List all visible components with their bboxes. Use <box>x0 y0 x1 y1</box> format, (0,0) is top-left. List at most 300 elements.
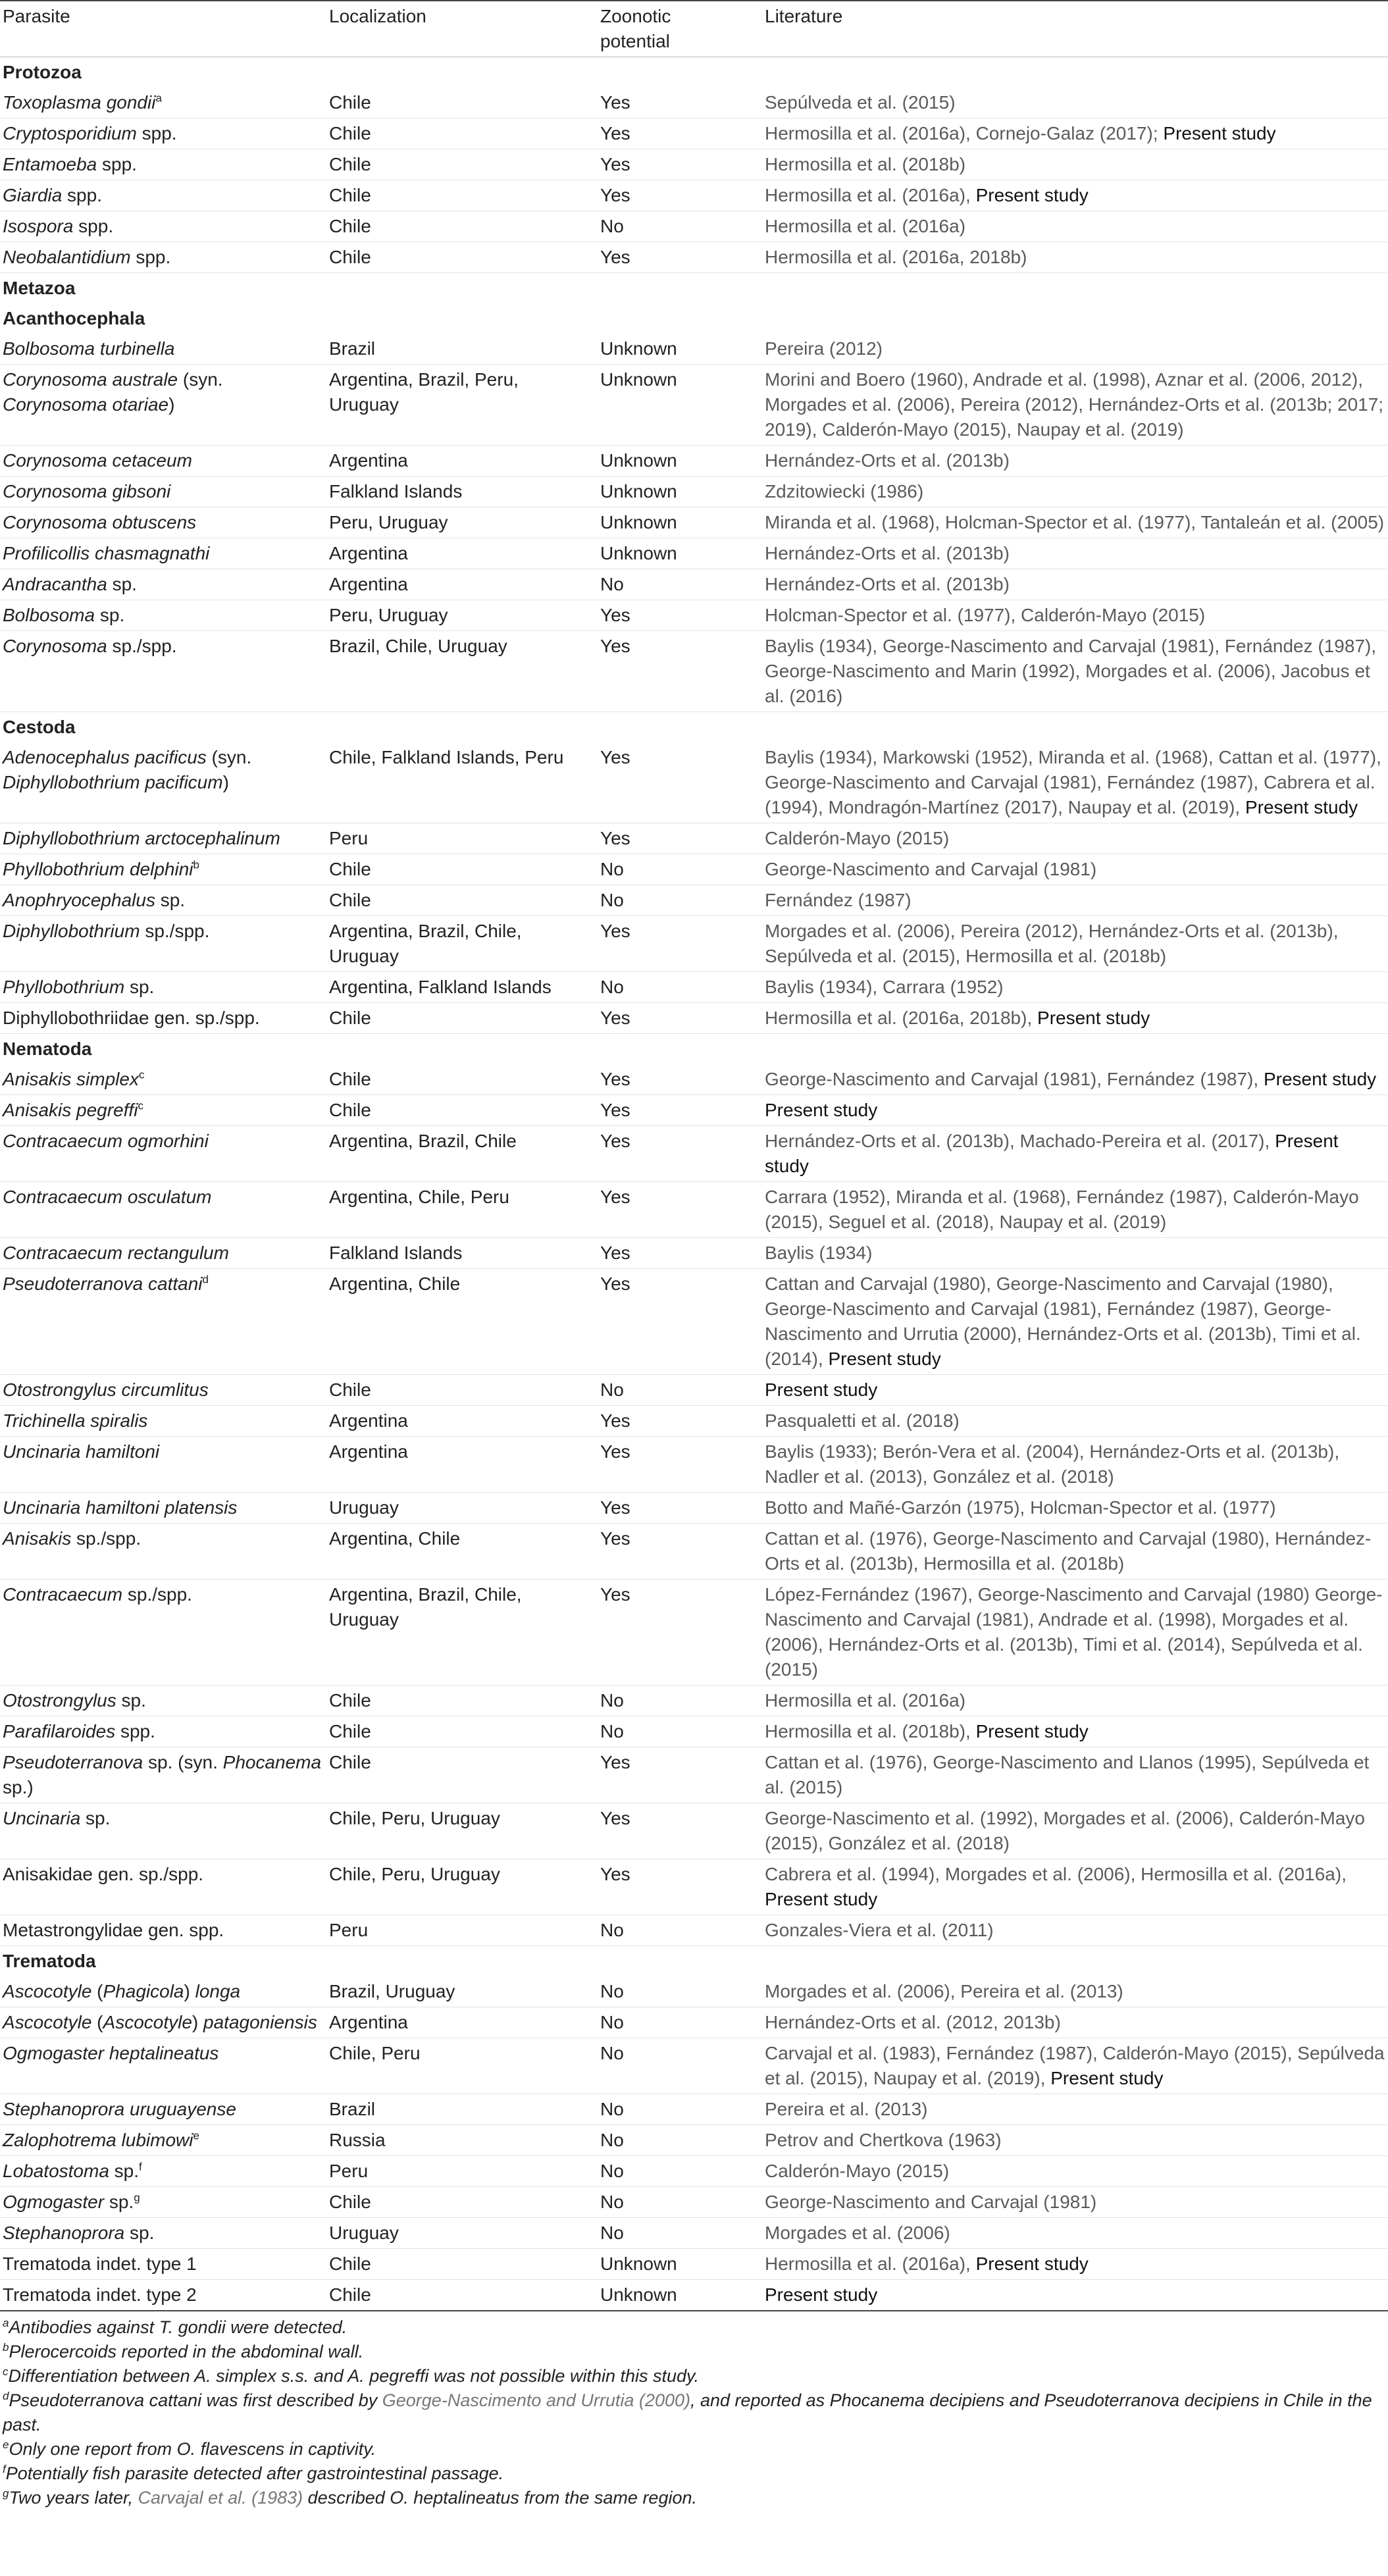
table-row <box>0 2094 1388 2125</box>
zoonotic-cell: No <box>600 2038 765 2094</box>
literature-ref[interactable]: Hernández-Orts et al. (2013b) <box>765 543 1010 563</box>
literature-ref[interactable]: Pereira (2012) <box>765 338 883 359</box>
parasite-cell <box>0 1406 329 1437</box>
parasite-cell <box>0 2156 329 2187</box>
parasite-cell <box>0 538 329 569</box>
group-label: Trematoda <box>3 1951 96 1971</box>
parasite-name-part: Phyllobothrium <box>3 977 125 997</box>
localization-cell: Peru <box>329 1915 600 1946</box>
parasite-name-part: Ascocotyle <box>3 1981 92 2001</box>
parasite-cell <box>0 118 329 149</box>
zoonotic-cell: No <box>600 2007 765 2038</box>
literature-ref[interactable]: Morgades et al. (2006), Pereira (2012), Hernández-Orts et al. (2013b), Sepúlveda et al. (2015), Hermosilla et al. (2018b) <box>765 921 1339 966</box>
localization-cell: Argentina, Chile, Peru <box>329 1182 600 1238</box>
footnote-mark: a <box>3 2317 9 2329</box>
literature-ref[interactable]: Carrara (1952), Miranda et al. (1968), Fernández (1987), Calderón-Mayo (2015), Seguel et al. (2018), Naupay et al. (2019) <box>765 1187 1359 1232</box>
footnote-mark: d <box>3 2390 9 2402</box>
literature-cell <box>765 2007 1388 2038</box>
parasite-cell <box>0 1859 329 1915</box>
literature-ref[interactable]: George-Nascimento and Carvajal (1981), Fernández (1987) <box>765 1069 1254 1089</box>
literature-cell <box>765 446 1388 477</box>
table-row <box>0 118 1388 149</box>
literature-ref[interactable]: Hernández-Orts et al. (2013b) <box>765 574 1010 594</box>
literature-cell <box>765 1095 1388 1126</box>
parasite-name-part: Anophryocephalus <box>3 890 155 910</box>
literature-cell <box>765 365 1388 446</box>
literature-cell <box>765 1716 1388 1747</box>
literature-ref[interactable]: Pasqualetti et al. (2018) <box>765 1410 960 1431</box>
literature-ref[interactable]: Baylis (1934), Markowski (1952), Miranda et al. (1968), Cattan et al. (1977), George-Nascimento and Carvajal (1981), Fernández (1987), Cabrera et al. (1994), Mondragón-Martínez (2017), Naupay et al. (2019) <box>765 747 1381 817</box>
present-study-ref: Present study <box>1163 123 1276 143</box>
parasite-name-part: sp. <box>104 2192 134 2212</box>
literature-ref[interactable]: ; <box>1152 123 1164 143</box>
literature-cell <box>765 1493 1388 1524</box>
parasite-name-part: sp. <box>124 977 155 997</box>
localization-cell: Chile <box>329 1747 600 1803</box>
parasite-cell <box>0 1269 329 1375</box>
table-row <box>0 334 1388 365</box>
localization-cell: Chile <box>329 1686 600 1716</box>
literature-ref[interactable]: , <box>965 1721 976 1741</box>
literature-ref[interactable]: , <box>965 2254 976 2274</box>
literature-ref[interactable]: Morini and Boero (1960), Andrade et al. (1998), Aznar et al. (2006, 2012), Morgades et al. (2006), Pereira (2012), Hernández-Orts et al. (2013b; 2017; 2019), Calderón-Mayo (2015), Naupay et al. (2019) <box>765 369 1384 440</box>
table-row <box>0 1686 1388 1716</box>
parasite-name-part: Corynosoma gibsoni <box>3 481 171 502</box>
literature-ref[interactable]: Calderón-Mayo (2015) <box>765 2161 950 2181</box>
zoonotic-cell: No <box>600 2187 765 2218</box>
footnote-text: , and reported as Phocanema decipiens and Pseudoterranova decipiens in Chile in the past. <box>3 2390 1372 2434</box>
literature-ref[interactable]: Baylis (1934), Carrara (1952) <box>765 977 1004 997</box>
table-row <box>0 1580 1388 1686</box>
literature-ref[interactable]: Cattan and Carvajal (1980), George-Nascimento and Carvajal (1980), George-Nascimento and Carvajal (1981), Fernández (1987), George-Nascimento and Urrutia (2000), Hernández-Orts et al. (2013b), Timi et al. (2014) <box>765 1274 1361 1369</box>
zoonotic-cell: Yes <box>600 1493 765 1524</box>
literature-cell <box>765 1580 1388 1686</box>
footnote-text: Plerocercoids reported in the abdominal wall. <box>9 2342 364 2361</box>
literature-ref[interactable]: , <box>1253 1069 1264 1089</box>
localization-cell: Peru <box>329 823 600 854</box>
localization-cell: Argentina <box>329 569 600 600</box>
table-row <box>0 2038 1388 2094</box>
literature-cell <box>765 180 1388 211</box>
parasite-name-part: Trematoda indet. type 1 <box>3 2254 197 2274</box>
table-row <box>0 1269 1388 1375</box>
table-row <box>0 446 1388 477</box>
literature-cell <box>765 2187 1388 2218</box>
parasite-name-part: Bolbosoma turbinella <box>3 338 175 359</box>
footnote-mark: e <box>3 2438 9 2451</box>
footnote-mark: f <box>3 2463 6 2475</box>
footnote-ref-link[interactable]: George-Nascimento and Urrutia (2000) <box>382 2390 690 2410</box>
literature-cell <box>765 118 1388 149</box>
table-row <box>0 916 1388 972</box>
literature-ref[interactable]: Cattan et al. (1976), George-Nascimento and Llanos (1995), Sepúlveda et al. (2015) <box>765 1752 1370 1797</box>
parasite-cell <box>0 1375 329 1406</box>
literature-cell <box>765 1126 1388 1182</box>
zoonotic-cell: Yes <box>600 1064 765 1095</box>
footnote-marker: f <box>139 2160 142 2173</box>
literature-cell <box>765 211 1388 242</box>
zoonotic-cell: No <box>600 1716 765 1747</box>
zoonotic-cell: Unknown <box>600 507 765 538</box>
parasite-name-part: Lobatostoma <box>3 2161 109 2181</box>
zoonotic-cell: No <box>600 972 765 1003</box>
present-study-ref: Present study <box>1050 2068 1164 2088</box>
footnote-marker: c <box>138 1068 145 1081</box>
literature-cell <box>765 1437 1388 1493</box>
parasite-cell <box>0 334 329 365</box>
table-row <box>0 1747 1388 1803</box>
parasite-cell <box>0 1747 329 1803</box>
localization-cell: Brazil <box>329 2094 600 2125</box>
parasite-name-part: Stephanoprora uruguayense <box>3 2099 236 2119</box>
table-header <box>0 1 1388 57</box>
footnote-ref-link[interactable]: Carvajal et al. (1983) <box>138 2488 303 2508</box>
literature-cell <box>765 569 1388 600</box>
footnote-text: Antibodies against T. gondii were detected. <box>9 2317 347 2337</box>
literature-ref[interactable]: Hernández-Orts et al. (2013b), Machado-Pereira et al. (2017) <box>765 1131 1265 1151</box>
literature-ref[interactable]: Zdzitowiecki (1986) <box>765 481 924 502</box>
zoonotic-cell: Unknown <box>600 446 765 477</box>
literature-ref[interactable]: , <box>1264 1131 1275 1151</box>
footnote-mark: g <box>3 2487 9 2500</box>
parasite-name-part: ) <box>222 772 229 792</box>
zoonotic-cell: No <box>600 1976 765 2007</box>
group-label: Cestoda <box>3 717 76 737</box>
parasite-name-part: Anisakis simplex <box>3 1069 139 1089</box>
parasite-cell <box>0 916 329 972</box>
localization-cell: Chile <box>329 1064 600 1095</box>
table-row <box>0 631 1388 712</box>
zoonotic-cell: Yes <box>600 1580 765 1686</box>
footnote-mark: b <box>3 2341 9 2354</box>
parasite-cell <box>0 2125 329 2156</box>
literature-ref[interactable]: Morgades et al. (2006) <box>765 2223 950 2243</box>
zoonotic-cell: Yes <box>600 1747 765 1803</box>
parasite-name-part: sp. <box>80 1808 111 1828</box>
literature-ref[interactable]: Hernández-Orts et al. (2013b) <box>765 450 1010 471</box>
localization-cell: Chile <box>329 2280 600 2311</box>
parasite-cell <box>0 2094 329 2125</box>
parasite-cell <box>0 365 329 446</box>
header-zoonotic-potential: Zoonotic potential <box>600 1 765 57</box>
localization-cell: Argentina <box>329 538 600 569</box>
footnote-marker: a <box>155 91 162 105</box>
header-row <box>0 1 1388 57</box>
parasite-name-part: spp. <box>62 185 102 205</box>
localization-cell: Chile <box>329 854 600 885</box>
parasite-name-part: Phocanema <box>222 1752 322 1772</box>
literature-ref[interactable]: Calderón-Mayo (2015) <box>765 828 950 848</box>
table-row <box>0 2218 1388 2249</box>
parasite-cell <box>0 569 329 600</box>
parasite-name-part: Corynosoma otariae <box>3 394 169 415</box>
parasite-name-part: Ogmogaster <box>3 2192 105 2212</box>
zoonotic-cell: Yes <box>600 916 765 972</box>
zoonotic-cell: Yes <box>600 1803 765 1859</box>
present-study-ref: Present study <box>765 1889 878 1909</box>
parasite-name-part: Pseudoterranova cattani <box>3 1274 203 1294</box>
literature-ref[interactable]: Baylis (1934) <box>765 1243 873 1263</box>
literature-ref[interactable]: , <box>1040 2068 1051 2088</box>
parasite-cell <box>0 1182 329 1238</box>
localization-cell: Chile <box>329 885 600 916</box>
literature-ref[interactable]: Cabrera et al. (1994), Morgades et al. (2006), Hermosilla et al. (2016a) <box>765 1864 1342 1884</box>
parasite-cell <box>0 972 329 1003</box>
parasite-name-part: ( <box>91 1981 103 2001</box>
zoonotic-cell: Unknown <box>600 538 765 569</box>
parasite-name-part: Trichinella spiralis <box>3 1410 148 1431</box>
literature-ref[interactable]: , <box>1235 797 1245 817</box>
parasite-name-part: Adenocephalus pacificus <box>3 747 207 767</box>
parasite-cell <box>0 2280 329 2311</box>
parasite-name-part: Bolbosoma <box>3 605 95 625</box>
literature-cell <box>765 1686 1388 1716</box>
literature-ref[interactable]: Fernández (1987) <box>765 890 912 910</box>
parasite-name-part: Pseudoterranova <box>3 1752 143 1772</box>
localization-cell: Chile, Peru, Uruguay <box>329 1859 600 1915</box>
parasite-name-part: spp. <box>73 216 114 236</box>
parasite-name-part: sp. (syn. <box>143 1752 223 1772</box>
literature-ref[interactable]: Hermosilla et al. (2016a) <box>765 216 966 236</box>
zoonotic-cell: Unknown <box>600 365 765 446</box>
parasite-cell <box>0 507 329 538</box>
zoonotic-cell: Yes <box>600 631 765 712</box>
parasite-cell <box>0 1126 329 1182</box>
literature-ref[interactable]: Petrov and Chertkova (1963) <box>765 2130 1002 2150</box>
literature-ref[interactable]: Hermosilla et al. (2016a, 2018b) <box>765 1008 1027 1028</box>
parasite-cell <box>0 1976 329 2007</box>
parasite-name-part: Stephanoprora <box>3 2223 125 2243</box>
table-row <box>0 1375 1388 1406</box>
literature-ref[interactable]: Hermosilla et al. (2018b) <box>765 154 966 174</box>
footnote-text: Two years later, <box>9 2488 138 2508</box>
zoonotic-cell: Unknown <box>600 2280 765 2311</box>
zoonotic-cell: No <box>600 1375 765 1406</box>
footnote-text: Potentially fish parasite detected after gastrointestinal passage. <box>5 2463 504 2483</box>
parasite-cell <box>0 1716 329 1747</box>
group-label: Acanthocephala <box>3 308 145 328</box>
zoonotic-cell: No <box>600 2218 765 2249</box>
literature-ref[interactable]: Gonzales-Viera et al. (2011) <box>765 1920 994 1940</box>
literature-cell <box>765 1269 1388 1375</box>
literature-ref[interactable]: Hermosilla et al. (2016a), Cornejo-Galaz (2017) <box>765 123 1153 143</box>
localization-cell: Brazil, Uruguay <box>329 1976 600 2007</box>
literature-ref[interactable]: , <box>817 1349 829 1369</box>
parasite-name-part: Profilicollis chasmagnathi <box>3 543 210 563</box>
literature-cell <box>765 600 1388 631</box>
zoonotic-cell: Yes <box>600 1524 765 1580</box>
literature-cell <box>765 916 1388 972</box>
parasite-name-part: sp. <box>155 890 186 910</box>
group-row <box>0 57 1388 88</box>
table-row <box>0 1064 1388 1095</box>
parasite-name-part: sp.) <box>3 1777 34 1797</box>
literature-cell <box>765 1524 1388 1580</box>
literature-cell <box>765 538 1388 569</box>
parasite-name-part: Cryptosporidium <box>3 123 137 143</box>
table-row <box>0 1976 1388 2007</box>
parasite-name-part: spp. <box>115 1721 155 1741</box>
literature-ref[interactable]: Morgades et al. (2006), Pereira et al. (2013) <box>765 1981 1123 2001</box>
localization-cell: Chile <box>329 1003 600 1034</box>
footnote-marker: e <box>193 2129 199 2142</box>
parasite-name-part: Diphyllobothriidae gen. sp./spp. <box>3 1008 260 1028</box>
table-body <box>0 57 1388 2311</box>
parasite-name-part: spp. <box>97 154 137 174</box>
literature-cell <box>765 1803 1388 1859</box>
table-row <box>0 2249 1388 2280</box>
table-row <box>0 1716 1388 1747</box>
table-row <box>0 507 1388 538</box>
localization-cell: Chile <box>329 2187 600 2218</box>
parasite-cell <box>0 88 329 118</box>
localization-cell: Argentina, Brazil, Peru, Uruguay <box>329 365 600 446</box>
parasite-name-part: Corynosoma obtuscens <box>3 512 197 532</box>
literature-cell <box>765 1406 1388 1437</box>
localization-cell: Peru, Uruguay <box>329 507 600 538</box>
zoonotic-cell: No <box>600 2156 765 2187</box>
parasite-name-part: Corynosoma cetaceum <box>3 450 192 471</box>
localization-cell: Chile, Peru, Uruguay <box>329 1803 600 1859</box>
zoonotic-cell: Yes <box>600 1126 765 1182</box>
localization-cell: Argentina <box>329 1437 600 1493</box>
literature-cell <box>765 1182 1388 1238</box>
zoonotic-cell: Yes <box>600 149 765 180</box>
literature-ref[interactable]: Hernández-Orts et al. (2012, 2013b) <box>765 2012 1061 2032</box>
literature-ref[interactable]: Cattan et al. (1976), George-Nascimento and Carvajal (1980), Hernández-Orts et al. (2013b), Hermosilla et al. (2018b) <box>765 1528 1372 1574</box>
literature-ref[interactable]: Baylis (1934), George-Nascimento and Carvajal (1981), Fernández (1987), George-Nascimento and Marin (1992), Morgades et al. (2006), Jacobus et al. (2016) <box>765 636 1377 706</box>
localization-cell: Uruguay <box>329 2218 600 2249</box>
literature-ref[interactable]: Hermosilla et al. (2016a) <box>765 1690 966 1711</box>
parasite-name-part: sp./spp. <box>122 1584 192 1605</box>
parasite-name-part: Contracaecum osculatum <box>3 1187 212 1207</box>
literature-cell <box>765 972 1388 1003</box>
parasite-name-part: Uncinaria hamiltoni <box>3 1441 160 1462</box>
zoonotic-cell: No <box>600 1915 765 1946</box>
literature-cell <box>765 334 1388 365</box>
parasite-name-part: Toxoplasma gondii <box>3 92 156 113</box>
literature-ref[interactable]: , <box>1341 1864 1347 1884</box>
literature-ref[interactable]: Pereira et al. (2013) <box>765 2099 928 2119</box>
zoonotic-cell: Unknown <box>600 2249 765 2280</box>
parasite-name-part: patagoniensis <box>203 2012 317 2032</box>
table-row <box>0 88 1388 118</box>
parasite-name-part: ) <box>192 2012 204 2032</box>
literature-cell <box>765 823 1388 854</box>
table-row <box>0 242 1388 273</box>
literature-ref[interactable]: Hermosilla et al. (2016a, 2018b) <box>765 247 1027 267</box>
parasite-name-part: spp. <box>130 247 171 267</box>
zoonotic-cell: Yes <box>600 1095 765 1126</box>
zoonotic-cell: Unknown <box>600 477 765 507</box>
literature-ref[interactable]: Baylis (1933); Berón-Vera et al. (2004), Hernández-Orts et al. (2013b), Nadler et al. (2013), González et al. (2018) <box>765 1441 1340 1487</box>
parasite-name-part: sp. <box>109 2161 140 2181</box>
literature-ref[interactable]: George-Nascimento and Carvajal (1981) <box>765 2192 1097 2212</box>
parasite-name-part: Ascocotyle <box>3 2012 92 2032</box>
parasite-cell <box>0 1064 329 1095</box>
parasite-cell <box>0 854 329 885</box>
literature-ref[interactable]: George-Nascimento et al. (1992), Morgades et al. (2006), Calderón-Mayo (2015), González et al. (2018) <box>765 1808 1365 1853</box>
group-row <box>0 1034 1388 1065</box>
parasite-cell <box>0 600 329 631</box>
literature-cell <box>765 2249 1388 2280</box>
table-row <box>0 1524 1388 1580</box>
table-row <box>0 2156 1388 2187</box>
zoonotic-cell: Yes <box>600 1182 765 1238</box>
literature-cell <box>765 1976 1388 2007</box>
footnote <box>3 2461 1388 2486</box>
parasite-name-part: Corynosoma <box>3 636 107 656</box>
zoonotic-cell: Yes <box>600 823 765 854</box>
parasite-cell <box>0 1803 329 1859</box>
present-study-ref: Present study <box>975 1721 1089 1741</box>
literature-ref[interactable]: Botto and Mañé-Garzón (1975), Holcman-Spector et al. (1977) <box>765 1497 1276 1518</box>
literature-ref[interactable]: Hermosilla et al. (2016a) <box>765 185 966 205</box>
literature-ref[interactable]: Hermosilla et al. (2016a) <box>765 2254 966 2274</box>
table-row <box>0 600 1388 631</box>
parasite-name-part: spp. <box>136 123 177 143</box>
parasite-cell <box>0 2038 329 2094</box>
parasite-name-part: sp. <box>124 2223 155 2243</box>
literature-cell <box>765 242 1388 273</box>
footnote <box>3 2437 1388 2461</box>
literature-ref[interactable]: Carvajal et al. (1983), Fernández (1987), Calderón-Mayo (2015), Sepúlveda et al. (2015), Naupay et al. (2019) <box>765 2043 1385 2088</box>
localization-cell: Chile <box>329 88 600 118</box>
literature-ref[interactable]: , <box>1027 1008 1038 1028</box>
parasite-name-part: sp./spp. <box>71 1528 141 1549</box>
literature-cell <box>765 1747 1388 1803</box>
literature-ref[interactable]: Miranda et al. (1968), Holcman-Spector et al. (1977), Tantaleán et al. (2005) <box>765 512 1385 532</box>
present-study-ref: Present study <box>765 1131 1339 1176</box>
table-row <box>0 1095 1388 1126</box>
parasite-name-part: Neobalantidium <box>3 247 131 267</box>
literature-ref[interactable]: , <box>965 185 976 205</box>
zoonotic-cell: Yes <box>600 118 765 149</box>
footnote-text: Pseudoterranova cattani was first described by <box>9 2390 382 2410</box>
literature-cell <box>765 885 1388 916</box>
parasite-name-part: ( <box>91 2012 103 2032</box>
parasite-name-part: Andracantha <box>3 574 107 594</box>
literature-cell <box>765 2125 1388 2156</box>
zoonotic-cell: No <box>600 2125 765 2156</box>
localization-cell: Uruguay <box>329 1493 600 1524</box>
zoonotic-cell: No <box>600 885 765 916</box>
footnote-marker: c <box>138 1099 143 1112</box>
table-row <box>0 1803 1388 1859</box>
literature-ref[interactable]: George-Nascimento and Carvajal (1981) <box>765 859 1097 879</box>
localization-cell: Argentina, Chile <box>329 1524 600 1580</box>
localization-cell: Falkland Islands <box>329 1238 600 1269</box>
literature-cell <box>765 631 1388 712</box>
literature-ref[interactable]: Sepúlveda et al. (2015) <box>765 92 956 113</box>
literature-ref[interactable]: Holcman-Spector et al. (1977), Calderón-Mayo (2015) <box>765 605 1206 625</box>
parasite-cell <box>0 742 329 823</box>
table-row <box>0 885 1388 916</box>
literature-cell <box>765 1859 1388 1915</box>
literature-cell <box>765 1064 1388 1095</box>
parasite-cell <box>0 2249 329 2280</box>
zoonotic-cell: Yes <box>600 1406 765 1437</box>
table-row <box>0 365 1388 446</box>
literature-ref[interactable]: Hermosilla et al. (2018b) <box>765 1721 966 1741</box>
parasite-cell <box>0 2187 329 2218</box>
table-row <box>0 2007 1388 2038</box>
footnote <box>3 2388 1388 2437</box>
zoonotic-cell: Yes <box>600 1437 765 1493</box>
parasite-name-part: Diphyllobothrium <box>3 921 140 941</box>
table-row <box>0 972 1388 1003</box>
literature-ref[interactable]: López-Fernández (1967), George-Nascimento and Carvajal (1980) George-Nascimento and Carvajal (1981), Andrade et al. (1998), Morgades et al. (2006), Hernández-Orts et al. (2013b), Timi et al. (2014), Sepúlveda et al. (2015) <box>765 1584 1383 1680</box>
